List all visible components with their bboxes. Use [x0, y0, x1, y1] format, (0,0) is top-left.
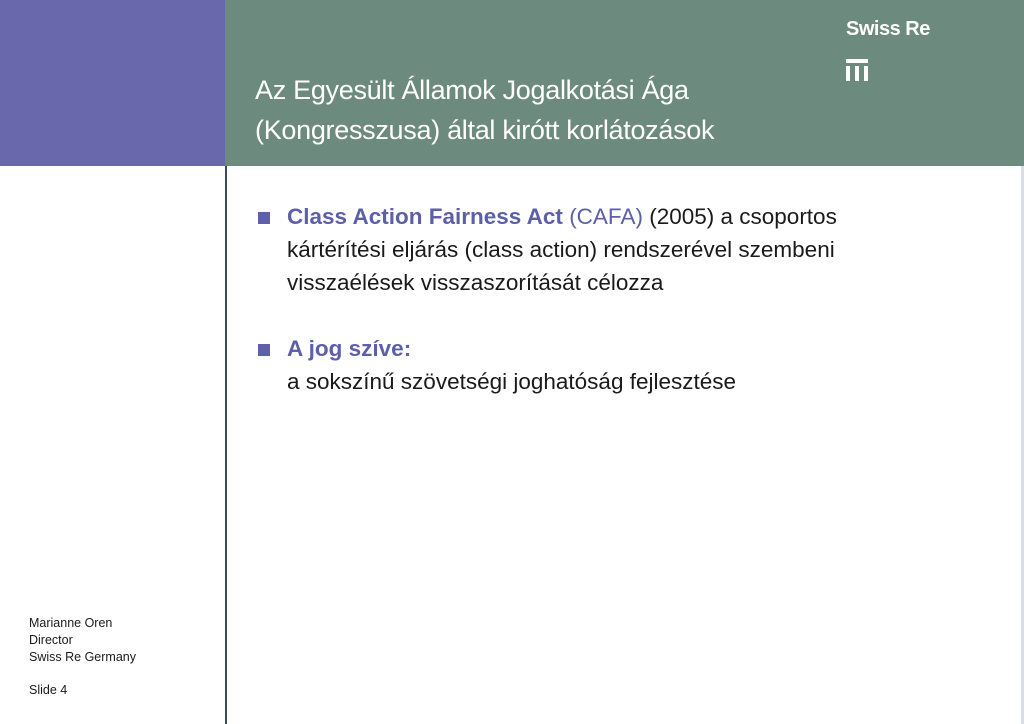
- brand-name: Swiss Re: [846, 18, 930, 40]
- bullet-highlight: Class Action Fairness Act: [287, 204, 563, 229]
- accent-block: [0, 0, 225, 166]
- footer-presenter-info: [29, 615, 136, 699]
- slide-title: [255, 70, 815, 150]
- bullet-line: [287, 200, 998, 233]
- slide-number: Slide 4: [29, 683, 68, 697]
- bullet-highlight-suffix: (CAFA): [569, 204, 643, 229]
- square-bullet-icon: [258, 212, 270, 224]
- slide-title-line-2: (Kongresszusa) által kirótt korlátozások: [255, 115, 715, 145]
- square-bullet-icon: [258, 344, 270, 356]
- presenter-name: Marianne Oren: [29, 616, 113, 630]
- bullet-list: [258, 200, 998, 398]
- bullet-item-cafa: [258, 200, 998, 299]
- vertical-divider: [225, 166, 227, 724]
- bullet-line: a sokszínű szövetségi joghatóság fejlesztése: [287, 369, 737, 394]
- bullet-line: visszaélések visszaszorítását célozza: [287, 270, 664, 295]
- bullet-highlight: A jog szíve:: [287, 336, 412, 361]
- swiss-re-logo-icon: [846, 59, 868, 81]
- brand: [846, 18, 930, 41]
- presenter-role: Director: [29, 633, 73, 647]
- presenter-company: Swiss Re Germany: [29, 650, 136, 664]
- bullet-line: kártérítési eljárás (class action) rendszerével szembeni: [287, 237, 835, 262]
- slide-title-line-1: Az Egyesült Államok Jogalkotási Ága: [255, 75, 689, 105]
- bullet-item-core: [258, 332, 998, 398]
- bullet-text: (2005) a csoportos: [649, 204, 837, 229]
